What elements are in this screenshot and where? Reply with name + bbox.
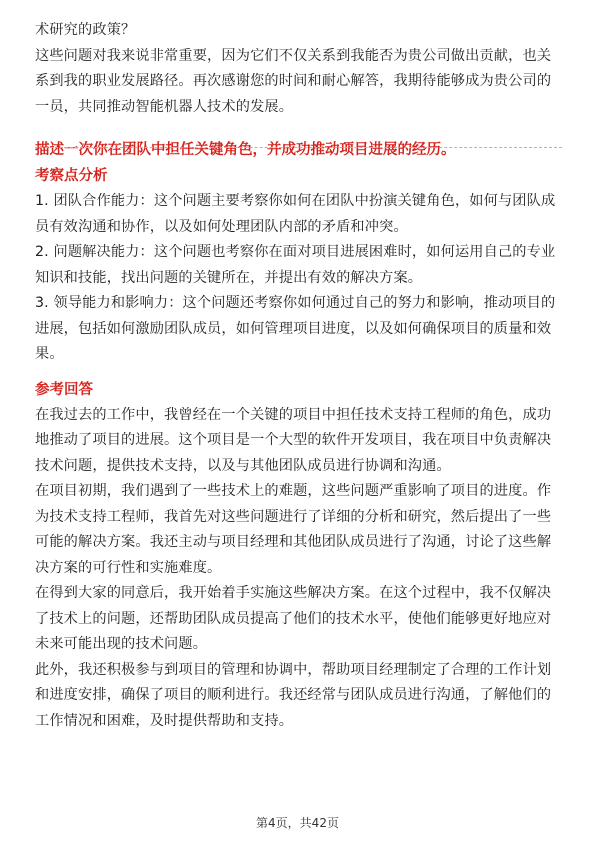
analysis-item: 1. 团队合作能力：这个问题主要考察你如何在团队中扮演关键角色，如何与团队成员有效沟通和协作，以及如何处理团队内部的矛盾和冲突。 [35, 193, 556, 235]
intro-line: 术研究的政策？ [35, 22, 136, 38]
answer-paragraph: 在得到大家的同意后，我开始着手实施这些解决方案。在这个过程中，我不仅解决了技术上的问题，还帮助团队成员提高了他们的技术水平，使他们能够更好地应对未来可能出现的技术问题。 [35, 585, 552, 652]
answer-paragraph: 此外，我还积极参与到项目的管理和协调中，帮助项目经理制定了合理的工作计划和进度安排，确保了项目的顺利进行。我还经常与团队成员进行沟通，了解他们的工作情况和困难，及时提供帮助和支持。 [35, 661, 552, 729]
answer-paragraph: 在项目初期，我们遇到了一些技术上的难题，这些问题严重影响了项目的进度。作为技术支持工程师，我首先对这些问题进行了详细的分析和研究，然后提出了一些可能的解决方案。我还主动与项目经理和其他团队成员进行了沟通，讨论了这些解决方案的可行性和实施难度。 [35, 483, 552, 576]
analysis-item: 2. 问题解决能力：这个问题也考察你在面对项目进展困难时，如何运用自己的专业知识和技能，找出问题的关键所在，并提出有效的解决方案。 [35, 244, 556, 286]
page-number: 第4页，共42页 [256, 816, 339, 830]
question-title: 描述一次你在团队中担任关键角色，并成功推动项目进展的经历。 [35, 142, 456, 158]
analysis-heading: 考察点分析 [35, 168, 108, 184]
answer-heading: 参考回答 [35, 381, 93, 398]
section-divider [35, 147, 562, 148]
answer-paragraph: 在我过去的工作中，我曾经在一个关键的项目中担任技术支持工程师的角色，成功地推动了项目的进展。这个项目是一个大型的软件开发项目，我在项目中负责解决技术问题，提供技术支持，以及与其他团队成员进行协调和沟通。 [35, 406, 552, 474]
document-page [35, 18, 562, 734]
intro-paragraph: 这些问题对我来说非常重要，因为它们不仅关系到我能否为贵公司做出贡献，也关系到我的职业发展路径。再次感谢您的时间和耐心解答，我期待能够成为贵公司的一员，共同推动智能机器人技术的发展。 [35, 47, 552, 115]
analysis-item: 3. 领导能力和影响力：这个问题还考察你如何通过自己的努力和影响，推动项目的进展，包括如何激励团队成员，如何管理项目进度，以及如何确保项目的质量和效果。 [35, 295, 556, 362]
